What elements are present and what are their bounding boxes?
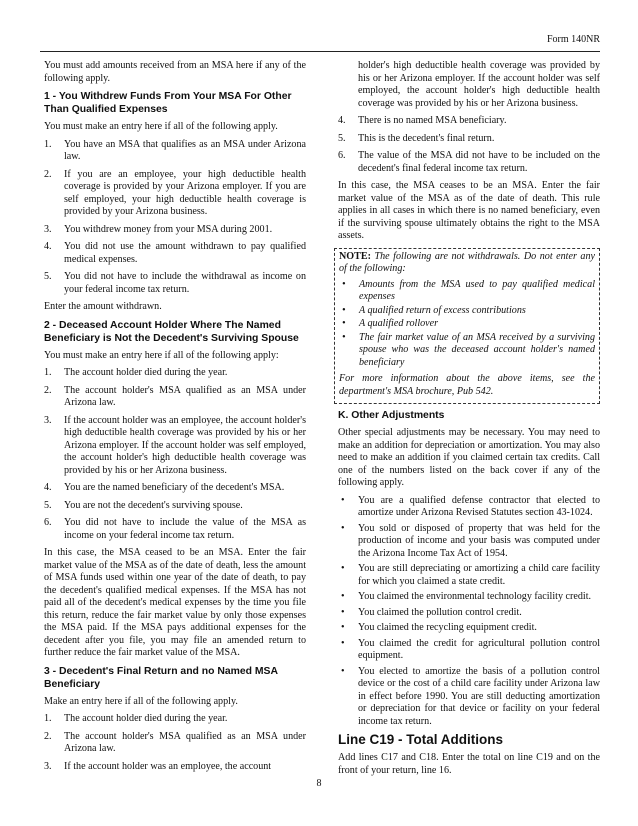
list-item	[44, 482, 306, 495]
section-2-list	[44, 367, 306, 542]
item-number: 1.	[44, 713, 52, 724]
section-2-lead: You must make an entry here if all of the following apply:	[44, 349, 279, 361]
list-item	[339, 305, 595, 318]
list-item	[44, 241, 306, 266]
section-k-list	[338, 495, 600, 729]
list-item	[44, 713, 306, 726]
item-number: 5.	[44, 271, 52, 282]
section-k-heading: K. Other Adjustments	[338, 410, 445, 421]
list-item	[339, 318, 595, 331]
bullet-icon: •	[341, 606, 345, 618]
section-3-heading: 3 - Decedent's Final Return and no Named MSA Beneficiary	[44, 665, 278, 690]
list-item	[338, 115, 600, 128]
item-text: You withdrew money from your MSA during 2001.	[64, 223, 273, 235]
item-number: 2.	[44, 730, 52, 742]
item-number: 4.	[338, 115, 346, 126]
section-3-continued: holder's high deductible health coverage was provided by his or her Arizona employer. If the account holder was self employed, the account holder's high deductible health coverage was provided by his or her Arizona business.	[358, 60, 600, 109]
item-number: 4.	[44, 241, 52, 252]
form-header: Form 140NR	[546, 34, 600, 45]
item-text: You claimed the pollution control credit.	[358, 606, 522, 618]
item-text: The fair market value of an MSA received by a surviving spouse who was the deceased account holder's named beneficiary	[359, 331, 595, 368]
section-3-after: In this case, the MSA ceases to be an MSA. Enter the fair market value of the MSA as of the date of death. This rule applies in all cases in which there is no named beneficiary, even if the surviving spouse ultimately obtains the right to the MSA assets.	[338, 180, 600, 241]
note-label: NOTE:	[339, 250, 371, 262]
note-footer: For more information about the above items, see the department's MSA brochure, Pub 542.	[339, 373, 595, 397]
item-number: 3.	[44, 223, 52, 235]
item-number: 5.	[338, 132, 346, 144]
list-item	[338, 607, 600, 620]
section-2-heading: 2 - Deceased Account Holder Where The Named Beneficiary is Not the Decedent's Surviving Spouse	[44, 319, 299, 344]
bullet-icon: •	[341, 637, 345, 649]
section-3-lead: Make an entry here if all of the following apply.	[44, 695, 238, 707]
line-c19-text: Add lines C17 and C18. Enter the total on line C19 and on the front of your return, line 16.	[338, 752, 600, 776]
list-item	[338, 591, 600, 604]
header-rule	[40, 51, 600, 52]
item-text: You are still depreciating or amortizing a child care facility for which you claimed a state credit.	[358, 563, 600, 587]
section-1-after: Enter the amount withdrawn.	[44, 301, 162, 312]
item-text: The account holder's MSA qualified as an MSA under Arizona law.	[64, 384, 306, 408]
bullet-icon: •	[342, 331, 346, 343]
list-item	[339, 332, 595, 370]
bullet-icon: •	[341, 522, 345, 534]
list-item	[339, 279, 595, 304]
list-item	[44, 224, 306, 237]
note-intro	[339, 251, 595, 276]
item-text: If you are an employee, your high deductible health coverage is provided by your Arizona employer. If you are self employed, your high deductible health coverage is provided by your Arizona business.	[64, 168, 306, 217]
list-item	[338, 150, 600, 175]
list-item	[338, 133, 600, 146]
note-list	[339, 279, 595, 370]
page-number: 8	[316, 778, 322, 789]
item-number: 2.	[44, 384, 52, 396]
section-1-lead: You must make an entry here if all of the following apply.	[44, 121, 278, 132]
section-k-intro: Other special adjustments may be necessary. You may need to make an addition for depreciation or amortization. You may also need to make an addition if you claimed certain tax credits. Call one of the numbers listed on the back cover if any of the following apply.	[338, 427, 600, 488]
item-text: There is no named MSA beneficiary.	[358, 115, 507, 126]
list-item	[44, 367, 306, 380]
item-text: You claimed the recycling equipment credit.	[358, 622, 537, 633]
item-text: A qualified rollover	[359, 318, 439, 329]
list-item	[338, 622, 600, 635]
item-text: You elected to amortize the basis of a pollution control device or the cost of a child care facility under Arizona law in effect before 1990. You are still deducting amortization or depreciation for that device or facility on your federal income tax return.	[358, 665, 600, 727]
bullet-icon: •	[341, 591, 345, 602]
item-number: 3.	[44, 414, 52, 426]
right-column	[338, 60, 600, 782]
item-number: 5.	[44, 499, 52, 511]
msa-intro: You must add amounts received from an MSA here if any of the following apply.	[44, 60, 306, 84]
section-3-list	[44, 713, 306, 773]
item-number: 6.	[338, 150, 346, 161]
list-item	[44, 139, 306, 164]
item-text: A qualified return of excess contributions	[359, 304, 526, 316]
section-1-list	[44, 139, 306, 297]
list-item	[44, 731, 306, 756]
list-item	[338, 666, 600, 729]
item-text: You claimed the environmental technology facility credit.	[358, 591, 592, 602]
item-number: 4.	[44, 482, 52, 493]
item-text: You have an MSA that qualifies as an MSA under Arizona law.	[64, 138, 306, 162]
note-box	[334, 248, 600, 405]
item-text: You did not use the amount withdrawn to pay qualified medical expenses.	[64, 241, 306, 265]
item-text: The account holder's MSA qualified as an MSA under Arizona law.	[64, 730, 306, 754]
item-text: You sold or disposed of property that was held for the production of income and your basis was computed under the Arizona Income Tax Act of 1954.	[358, 522, 600, 559]
list-item	[44, 517, 306, 542]
item-text: The value of the MSA did not have to be included on the decedent's final federal income tax return.	[358, 150, 600, 174]
item-text: This is the decedent's final return.	[358, 132, 495, 144]
bullet-icon: •	[342, 318, 346, 329]
bullet-icon: •	[341, 622, 345, 633]
bullet-icon: •	[341, 563, 345, 574]
item-text: The account holder died during the year.	[64, 713, 228, 724]
line-c19-heading: Line C19 - Total Additions	[338, 732, 503, 747]
item-text: You claimed the credit for agricultural pollution control equipment.	[358, 637, 600, 661]
list-item	[44, 500, 306, 513]
item-text: You are the named beneficiary of the decedent's MSA.	[64, 482, 285, 493]
item-number: 1.	[44, 367, 52, 378]
list-item	[338, 523, 600, 561]
item-number: 3.	[44, 760, 52, 772]
list-item	[338, 638, 600, 663]
list-item	[44, 761, 306, 774]
bullet-icon: •	[341, 665, 345, 677]
bullet-icon: •	[342, 304, 346, 316]
item-text: If the account holder was an employee, the account holder's high deductible health coverage was provided by his or her Arizona employer. If the account holder was self employed, the account holder's high deductible health coverage was provided by his or her Arizona business.	[64, 414, 306, 476]
list-item	[44, 385, 306, 410]
list-item	[338, 563, 600, 588]
item-text: If the account holder was an employee, the account	[64, 760, 272, 772]
list-item	[44, 169, 306, 219]
section-3-list-continued	[338, 115, 600, 175]
item-text: You are a qualified defense contractor that elected to amortize under Arizona Revised Statutes section 43-1024.	[358, 494, 600, 518]
item-text: The account holder died during the year.	[64, 367, 228, 378]
item-number: 2.	[44, 168, 52, 180]
section-2-after: In this case, the MSA ceased to be an MSA. Enter the fair market value of the MSA as of the date of death, less the amount of MSA funds used within one year of the date of death, to pay the decedent's qualified medical expenses. If the MSA has not paid all of the decedent's medical expenses by the time you file this return, reduce the fair market value by only those expenses the MSA paid. If the MSA pays additional expenses for the decedent after you file, you may file an amended return to further reduce the fair market value of the MSA.	[44, 547, 306, 658]
left-column	[44, 60, 306, 778]
item-number: 1.	[44, 138, 52, 150]
bullet-icon: •	[341, 494, 345, 506]
section-1-heading: 1 - You Withdrew Funds From Your MSA For Other Than Qualified Expenses	[44, 91, 292, 115]
item-text: Amounts from the MSA used to pay qualified medical expenses	[359, 278, 595, 302]
bullet-icon: •	[342, 278, 346, 290]
list-item	[44, 415, 306, 478]
note-intro-text: The following are not withdrawals. Do not enter any of the following:	[339, 250, 595, 274]
item-text: You did not have to include the withdrawal as income on your federal income tax return.	[64, 271, 306, 295]
list-item	[44, 271, 306, 296]
item-text: You did not have to include the value of the MSA as income on your federal income tax return.	[64, 517, 306, 541]
list-item	[338, 495, 600, 520]
item-number: 6.	[44, 517, 52, 528]
item-text: You are not the decedent's surviving spouse.	[64, 499, 243, 511]
